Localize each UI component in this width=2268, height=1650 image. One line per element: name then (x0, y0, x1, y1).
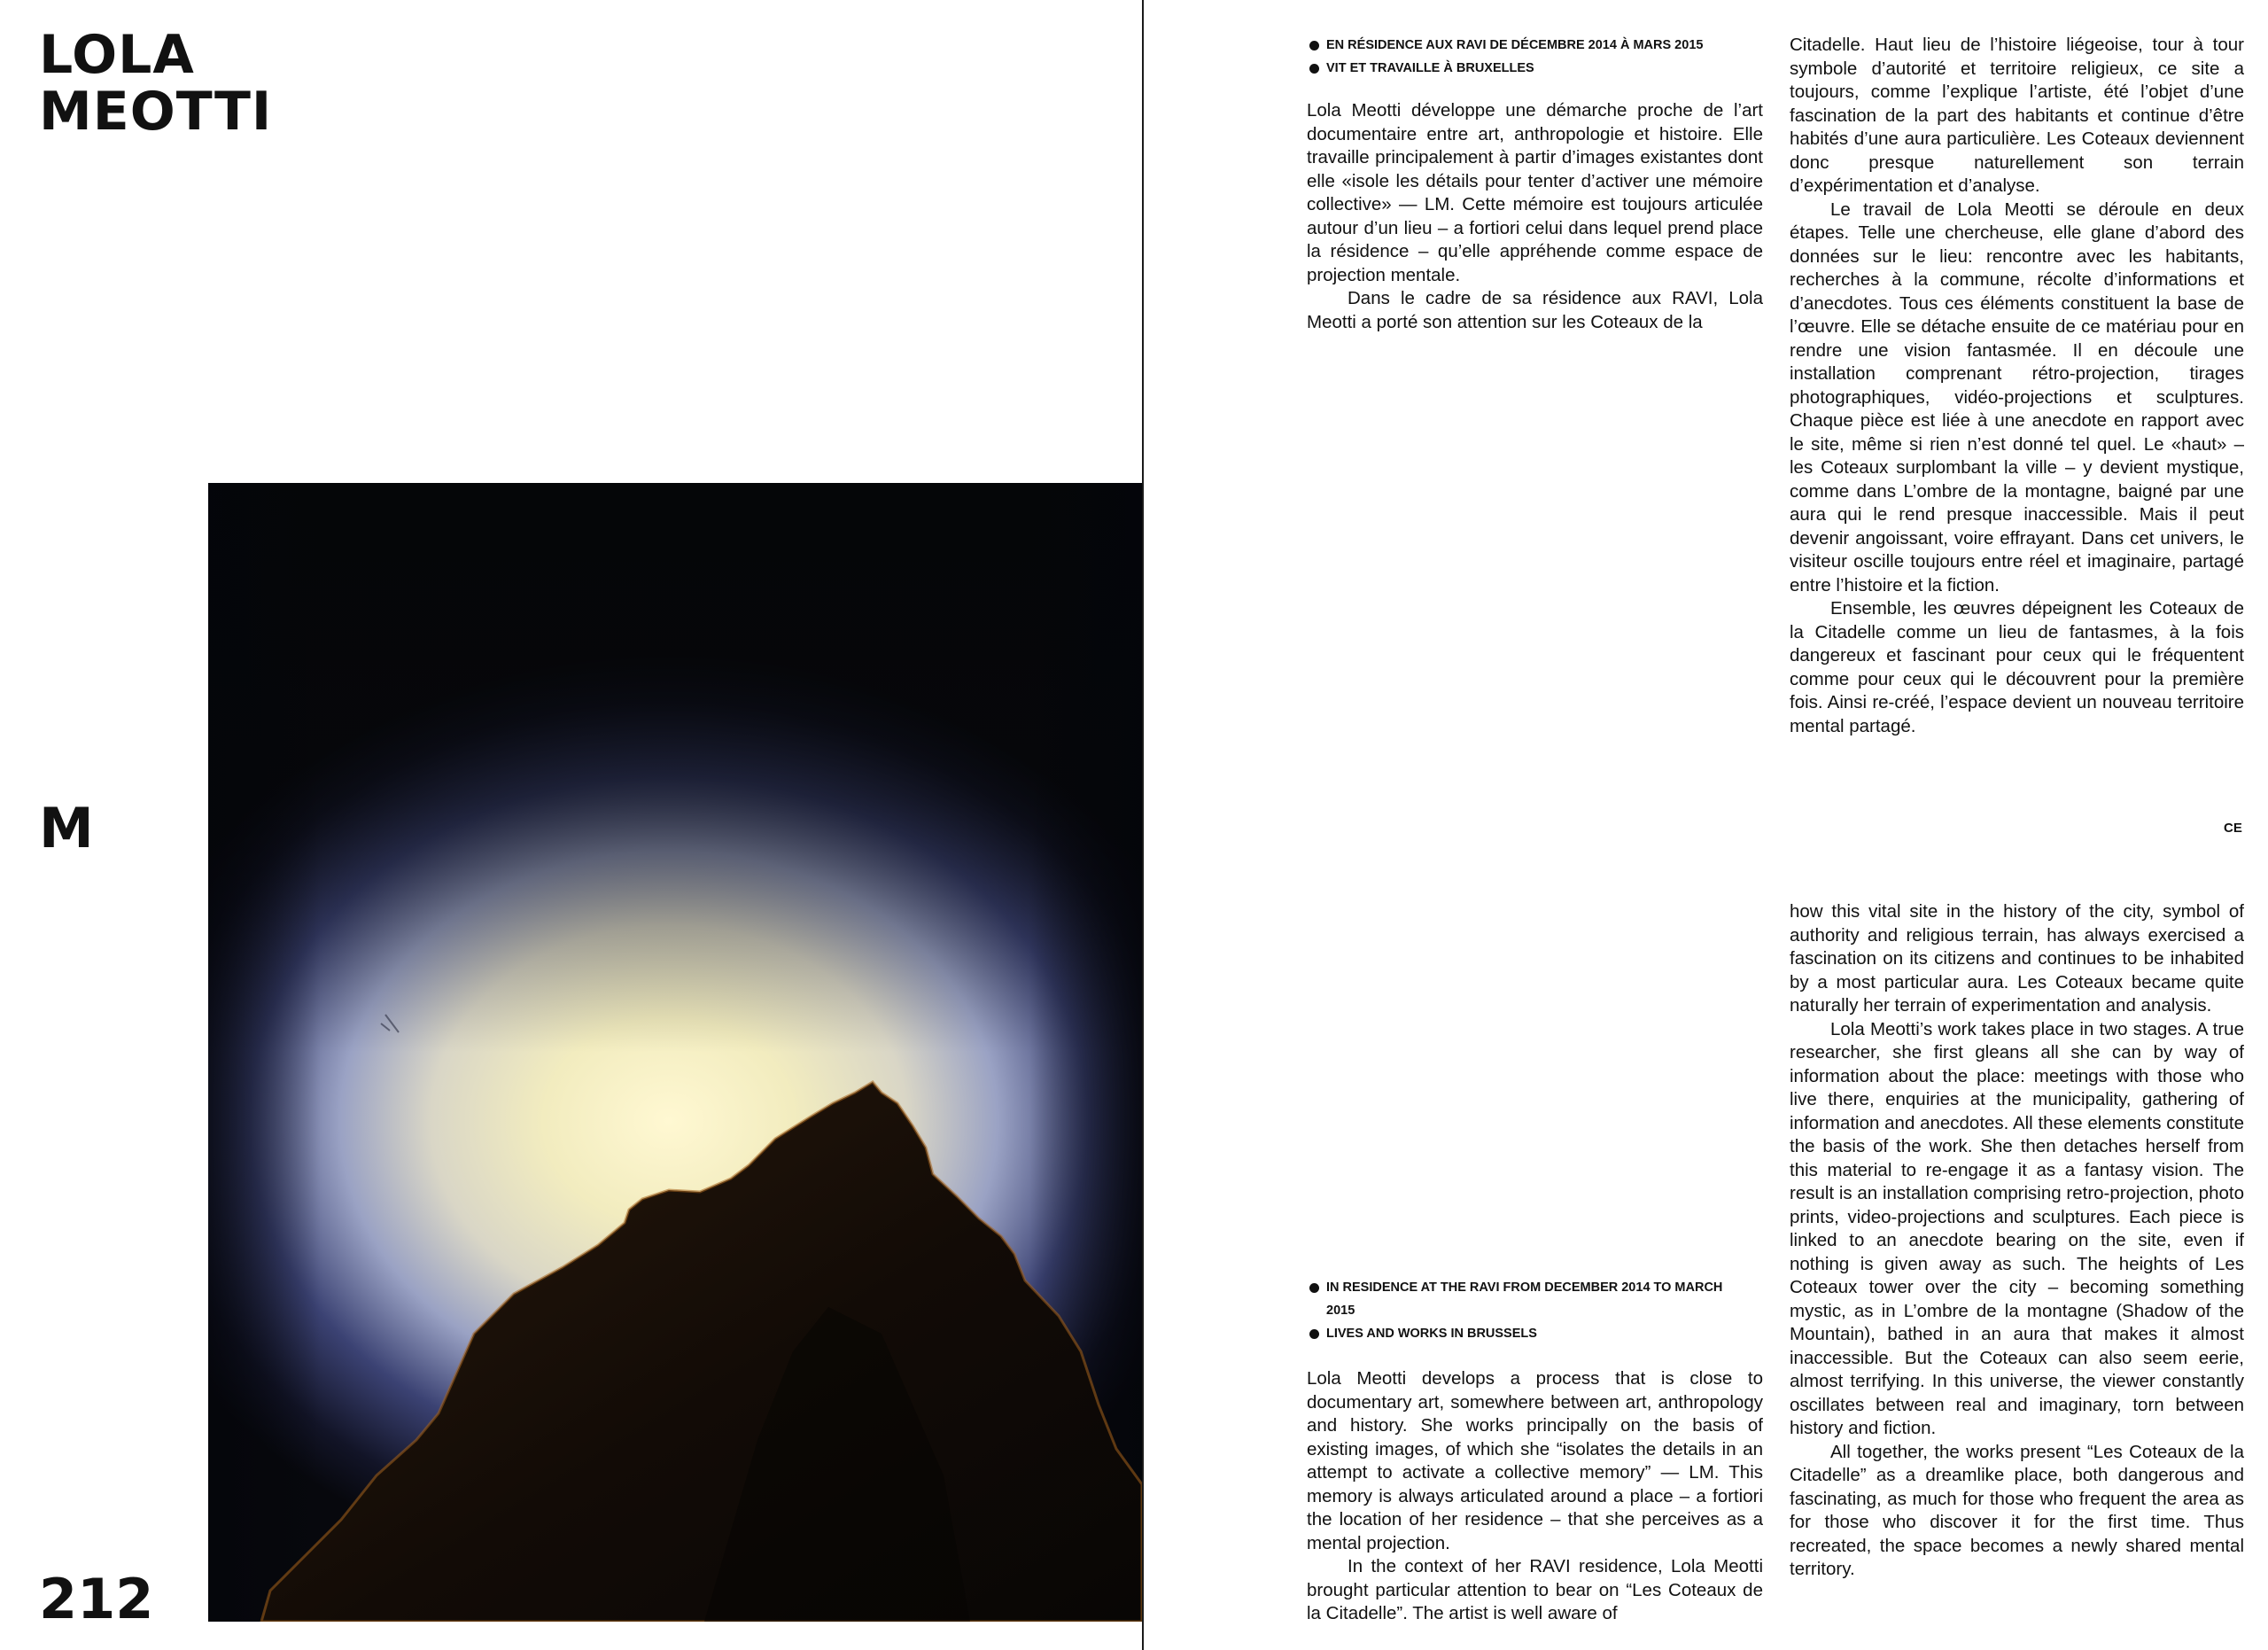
paragraph: Lola Meotti’s work takes place in two stages. A true researcher, she first gleans all she can by way of information about the place: meetings with those who live there, enquiries at the municipality, gathering of information and anecdotes. All these elements constitute the basis of the work. She then detaches herself from this material to re-engage it as a fantasy vision. The result is an installation comprising retro-projection, photo prints, video-projections and sculptures. Each piece is linked to an anecdote bearing on the site, even if nothing is given away as such. The heights of Les Coteaux tower over the city – becoming something mystic, as in L’ombre de la montagne (Shadow of the Mountain), bathed in an aura that makes it almost inaccessible. But the Coteaux can also seem eerie, almost terrifying. In this universe, the viewer constantly oscillates between real and imaginary, torn between history and fiction. (1790, 1018, 2244, 1438)
lives-works-en: LIVES AND WORKS IN BRUSSELS (1307, 1322, 1750, 1345)
mountain-silhouette-photo (208, 483, 1142, 1622)
paragraph: Citadelle. Haut lieu de l’histoire liégeoise, tour à tour symbole d’autorité et territoire religieux, ce site a toujours, comme l’explique l’artiste, été l’objet d’une fascination de la part des habitants et continue d’être habités d’une aura particulière. Les Coteaux deviennent donc presque naturellement son terrain d’expérimentation et d’analyse. (1790, 35, 2244, 196)
residence-info-en (1307, 1276, 1750, 1345)
paragraph: Dans le cadre de sa résidence aux RAVI, Lola Meotti a porté son attention sur les Coteaux de la (1307, 288, 1763, 332)
residence-info-fr (1307, 34, 1767, 80)
body-en-column-1 (1307, 1367, 1763, 1626)
body-en-column-2 (1790, 900, 2244, 1582)
paragraph: how this vital site in the history of the city, symbol of authority and religious terrain, has always exercised a fascination on its citizens and continues to be inhabited by a most particular aura. Les Coteaux became quite naturally her terrain of experimentation and analysis. (1790, 901, 2244, 1016)
paragraph: Lola Meotti développe une démarche proche de l’art documentaire entre art, anthropologie et histoire. Elle travaille principalement à partir d’images existantes dont elle «isole les détails pour tenter d’activer une mémoire collective» — LM. Cette mémoire est toujours articulée autour d’un lieu – a fortiori celui dans lequel prend place la résidence – qu’elle appréhende comme espace de projection mentale. (1307, 100, 1763, 285)
paragraph: In the context of her RAVI residence, Lola Meotti brought particular attention to bear on “Les Coteaux de la Citadelle”. The artist is well aware of (1307, 1556, 1763, 1623)
lives-works-fr: VIT ET TRAVAILLE À BRUXELLES (1307, 57, 1767, 80)
artwork-photo (208, 483, 1142, 1622)
page-number: 212 (39, 1567, 154, 1631)
paragraph: Ensemble, les œuvres dépeignent les Coteaux de la Citadelle comme un lieu de fantasmes, à la fois dangereux et fascinant pour ceux qui le fréquentent comme pour ceux qui le découvrent pour la première fois. Ainsi re-créé, l’espace devient un nouveau territoire mental partagé. (1790, 598, 2244, 736)
artist-last-name: MEOTTI (39, 81, 273, 143)
body-fr-column-1 (1307, 99, 1763, 334)
paragraph: Lola Meotti develops a process that is close to documentary art, somewhere between art, anthropology and history. She works principally on the basis of existing images, of which she “isolates the details in an attempt to activate a collective memory” — LM. This memory is always articulated around a place – a fortiori the location of her residence – that she perceives as a mental projection. (1307, 1368, 1763, 1553)
artist-name (39, 24, 273, 143)
paragraph: Le travail de Lola Meotti se déroule en deux étapes. Telle une chercheuse, elle glane d’abord des données sur le lieu: rencontre avec les habitants, recherches à la commune, récolte d’informations et d’anecdotes. Tous ces éléments constituent la base de l’œuvre. Elle se détache ensuite de ce matériau pour en rendre une vision fantasmée. Il en découle une installation comprenant rétro-projection, tirages photographiques, vidéo-projections et sculptures. Chaque pièce est liée à une anecdote en rapport avec le site, même si rien n’est donné tel quel. Le «haut» – les Coteaux surplombant la ville – y devient mystique, comme dans L’ombre de la montagne, baigné par une aura qui le rend presque inaccessible. Mais il peut devenir angoissant, voire effrayant. Dans cet univers, le visiteur oscille toujours entre réel et imaginaire, partagé entre l’histoire et la fiction. (1790, 198, 2244, 595)
paragraph: All together, the works present “Les Coteaux de la Citadelle” as a dreamlike place, both dangerous and fascinating, as much for those who frequent the area as for those who discover it for the first time. Thus recreated, the space becomes a newly shared mental territory. (1790, 1441, 2244, 1579)
artist-first-name: LOLA (39, 24, 195, 86)
residence-dates-fr: EN RÉSIDENCE AUX RAVI DE DÉCEMBRE 2014 À MARS 2015 (1307, 34, 1767, 57)
spread-divider (1142, 0, 1144, 1650)
section-letter: M (39, 796, 94, 860)
author-initials: CE (2224, 821, 2242, 836)
body-fr-column-2 (1790, 34, 2244, 738)
residence-dates-en: IN RESIDENCE AT THE RAVI FROM DECEMBER 2014 TO MARCH 2015 (1307, 1276, 1750, 1322)
